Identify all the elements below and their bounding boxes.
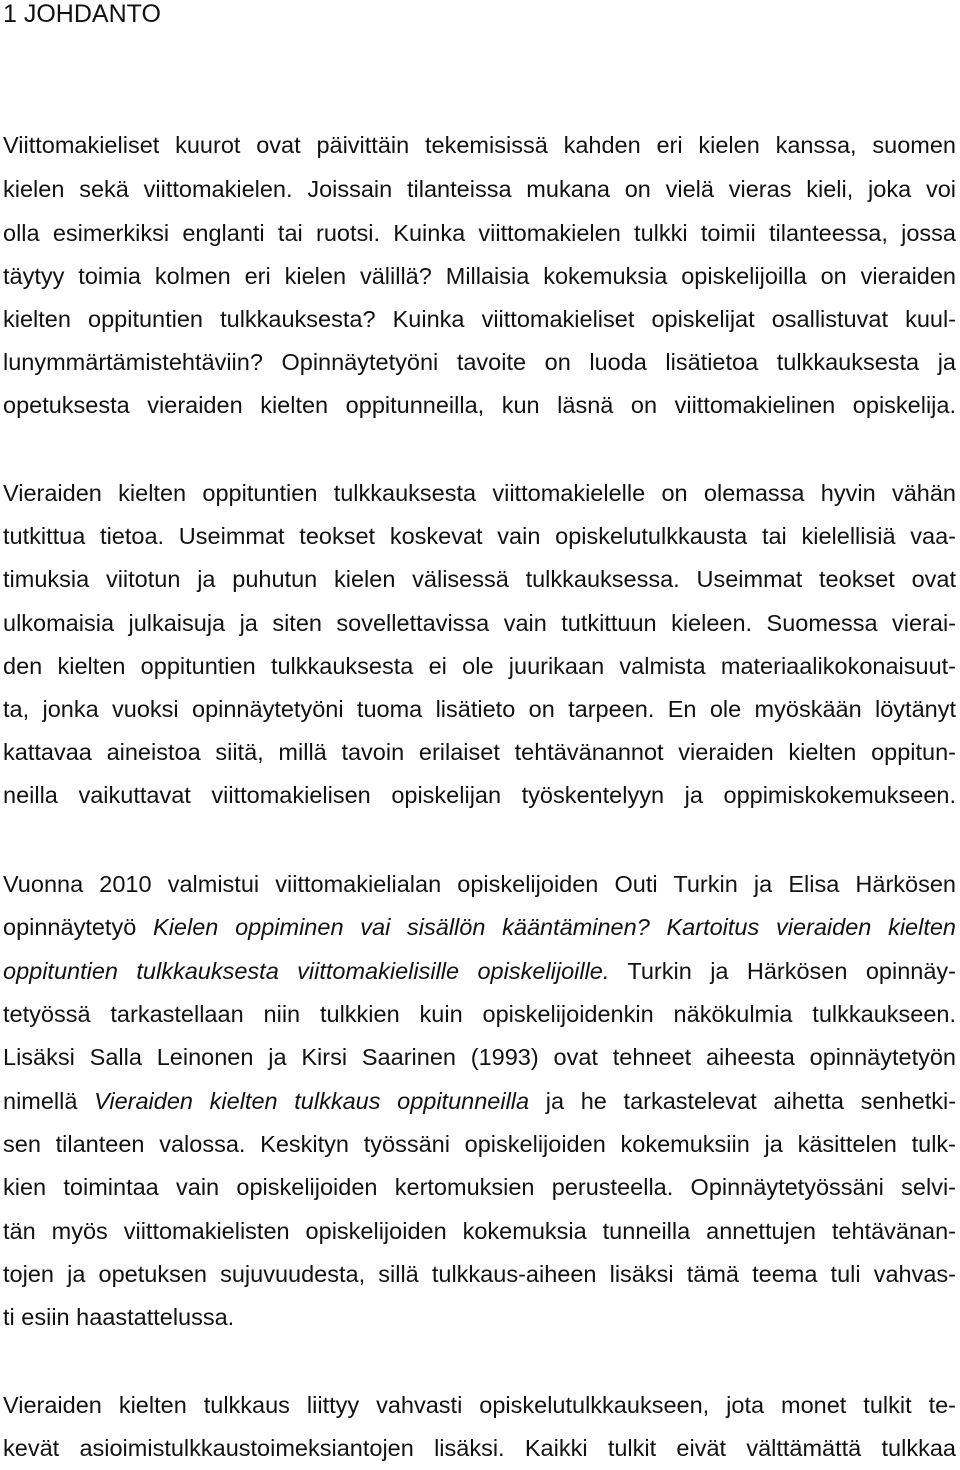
text-line: opetuksesta vieraiden kielten oppitunneilla, kun läsnä on viittomakielinen opiskelija. [3,392,956,418]
text-line: neilla vaikuttavat viittomakielisen opiskelijan työskentelyyn ja oppimiskokemukseen. [3,782,956,808]
text-line: kielten oppituntien tulkkauksesta? Kuinka viittomakieliset opiskelijat osallistuvat kuul- [3,306,956,332]
text-line: kattavaa aineistoa siitä, millä tavoin erilaiset tehtävänannot vieraiden kielten oppitun- [3,739,956,765]
text-line-with-title: nimellä Vieraiden kielten tulkkaus oppitunneilla ja he tarkastelevat aihetta senhetki- [3,1088,957,1114]
thesis-title-italic: Vieraiden kielten tulkkaus oppitunneilla [94,1088,530,1114]
text-line: ti esiin haastattelussa. [3,1304,235,1330]
text-line: ulkomaisia julkaisuja ja siten sovellettavissa vain tutkittuun kieleen. Suomessa vierai- [3,610,956,636]
thesis-title-italic: Kielen oppiminen vai sisällön kääntäminen? Kartoitus vieraiden kielten [153,914,957,940]
text-line: Vieraiden kielten oppituntien tulkkauksesta viittomakielelle on olemassa hyvin vähän [3,480,956,506]
chapter-heading: 1 JOHDANTO [3,0,161,28]
text-line: kevät asioimistulkkaustoimeksiantojen lisäksi. Kaikki tulkit eivät välttämättä tulkkaa [3,1435,956,1461]
text-line-with-title: opinnäytetyö Kielen oppiminen vai sisällön kääntäminen? Kartoitus vieraiden kielten [3,914,957,940]
text-line: Lisäksi Salla Leinonen ja Kirsi Saarinen (1993) ovat tehneet aiheesta opinnäytetyön [3,1044,956,1070]
text-line: timuksia viitotun ja puhutun kielen välisessä tulkkauksessa. Useimmat teokset ovat [3,566,956,592]
text-line: den kielten oppituntien tulkkauksesta ei ole juurikaan valmista materiaalikokonaisuut- [3,653,956,679]
text-line: tän myös viittomakielisten opiskelijoiden kokemuksia tunneilla annettujen tehtävänan- [3,1218,956,1244]
text-line: tetyössä tarkastellaan niin tulkkien kuin opiskelijoidenkin näkökulmia tulkkaukseen. [3,1001,956,1027]
text-line: sen tilanteen valossa. Keskityn työssäni opiskelijoiden kokemuksiin ja käsittelen tulk- [3,1131,956,1157]
text-line: Vuonna 2010 valmistui viittomakielialan opiskelijoiden Outi Turkin ja Elisa Härkösen [3,871,956,897]
text-line: kien toimintaa vain opiskelijoiden kertomuksien perusteella. Opinnäytetyössäni selvi- [3,1174,956,1200]
text-line: Vieraiden kielten tulkkaus liittyy vahvasti opiskelutulkkaukseen, jota monet tulkit te- [3,1392,956,1418]
text-line-with-title: oppituntien tulkkauksesta viittomakielisille opiskelijoille. Turkin ja Härkösen opinnäy- [3,958,956,984]
text-line: kielen sekä viittomakielen. Joissain tilanteissa mukana on vielä vieras kieli, joka voi [3,176,956,202]
text-line: ta, jonka vuoksi opinnäytetyöni tuoma lisätieto on tarpeen. En ole myöskään löytänyt [3,696,956,722]
text-line: olla esimerkiksi englanti tai ruotsi. Kuinka viittomakielen tulkki toimii tilanteessa, jossa [3,220,956,246]
text-line: täytyy toimia kolmen eri kielen välillä? Millaisia kokemuksia opiskelijoilla on vieraiden [3,263,956,289]
thesis-title-italic: oppituntien tulkkauksesta viittomakielisille opiskelijoille. [3,958,610,984]
text-line: tutkittua tietoa. Useimmat teokset koskevat vain opiskelutulkkausta tai kielellisiä vaa- [3,523,956,549]
text-line: lunymmärtämistehtäviin? Opinnäytetyöni tavoite on luoda lisätietoa tulkkauksesta ja [3,349,956,375]
text-line: tojen ja opetuksen sujuvuudesta, sillä tulkkaus-aiheen lisäksi tämä teema tuli vahvas- [3,1261,956,1287]
text-line: Viittomakieliset kuurot ovat päivittäin tekemisissä kahden eri kielen kanssa, suomen [3,132,956,158]
